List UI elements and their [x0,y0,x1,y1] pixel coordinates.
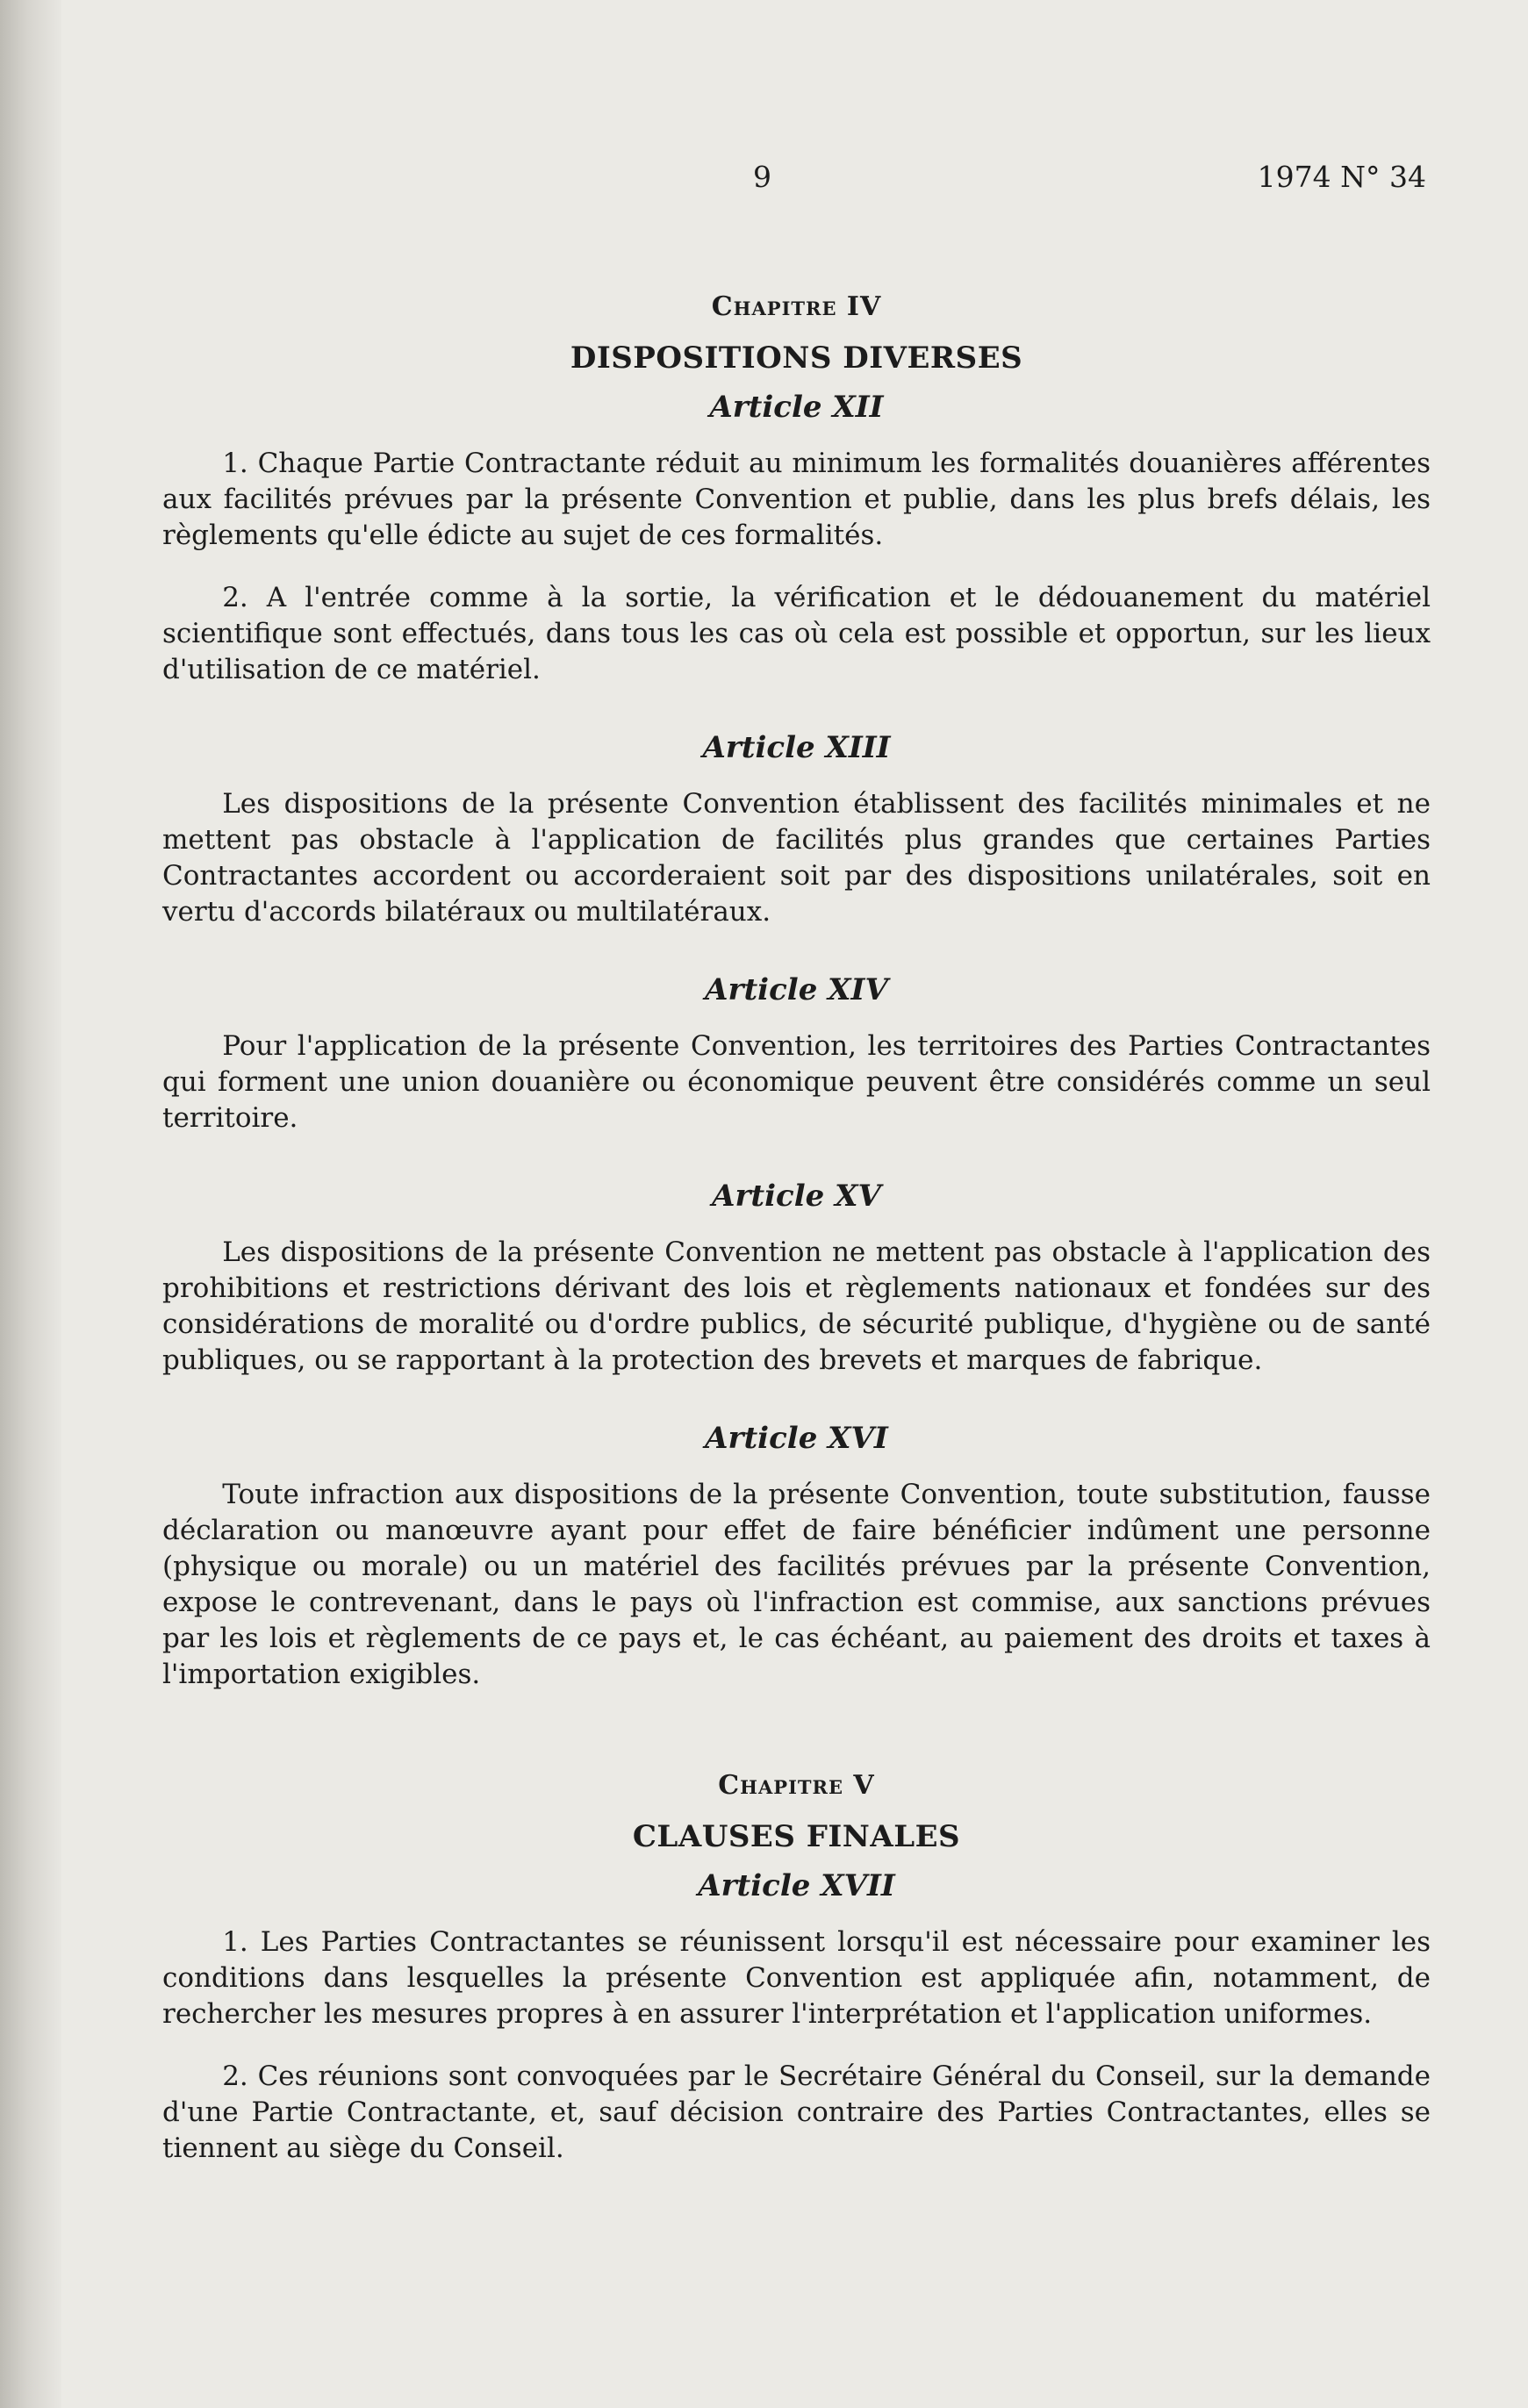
article-paragraph: 2. Ces réunions sont convoquées par le Secrétaire Général du Conseil, sur la demande d'une Partie Contractante, et, sauf décision contraire des Parties Contractantes, elles se tiennent au siège du Conseil. [162,2060,1431,2164]
article-xvii [162,1867,1431,2167]
book-binding-shadow [0,0,61,2408]
article-title: Article XV [712,1179,881,1214]
article-paragraph: Pour l'application de la présente Convention, les territoires des Parties Contractantes qui forment une union douanière ou économique peuvent être considérés comme un seul territoire. [162,1030,1431,1134]
article-title: Article XVI [705,1421,888,1456]
chapter-v [162,1768,1431,2167]
article-paragraph: 1. Chaque Partie Contractante réduit au minimum les formalités douanières afférentes aux facilités prévues par la présente Convention et publie, dans les plus brefs délais, les règlements qu'elle édicte au sujet de ces formalités. [162,448,1431,551]
chapter-label: Chapitre V [718,1770,875,1801]
article-paragraph: Les dispositions de la présente Convention ne mettent pas obstacle à l'application des prohibitions et restrictions dérivant des lois et règlements nationaux et fondées sur des considérations de moralité ou d'ordre publics, de sécurité publique, d'hygiène ou de santé publiques, ou se rapportant à la protection des brevets et marques de fabrique. [162,1236,1431,1376]
article-xiii [162,728,1431,930]
article-xii [162,388,1431,688]
article-xv [162,1177,1431,1379]
header-reference: 1974 N° 34 [1257,160,1426,194]
article-xiv [162,971,1431,1136]
chapter-label: Chapitre IV [711,291,882,322]
chapter-title: DISPOSITIONS DIVERSES [570,340,1023,376]
article-paragraph: 2. A l'entrée comme à la sortie, la vérification et le dédouanement du matériel scientifique sont effectués, dans tous les cas où cela est possible et opportun, sur les lieux d'utilisation de ce matériel. [162,582,1431,685]
article-title: Article XII [709,390,884,425]
article-xvi [162,1419,1431,1693]
article-paragraph: 1. Les Parties Contractantes se réunissent lorsqu'il est nécessaire pour examiner les conditions dans lesquelles la présente Convention est appliquée afin, notamment, de rechercher les mesures propres à en assurer l'interprétation et l'application uniformes. [162,1926,1431,2030]
article-paragraph: Toute infraction aux dispositions de la présente Convention, toute substitution, fausse déclaration ou manœuvre ayant pour effet de faire bénéficier indûment une personne (physique ou morale) ou un matériel des facilités prévues par la présente Convention, expose le contrevenant, dans le pays où l'infraction est commise, aux sanctions prévues par les lois et règlements de ce pays et, le cas échéant, au paiement des droits et taxes à l'importation exigibles. [162,1479,1431,1690]
page-number: 9 [753,160,771,194]
article-title: Article XIII [702,730,891,765]
article-title: Article XIV [705,972,888,1007]
article-title: Article XVII [698,1868,895,1903]
chapter-title: CLAUSES FINALES [632,1819,961,1854]
page-header [162,149,1431,202]
chapter-iv [162,290,1431,1693]
article-paragraph: Les dispositions de la présente Convention établissent des facilités minimales et ne mettent pas obstacle à l'application de facilités plus grandes que certaines Parties Contractantes accordent ou accorderaient soit par des dispositions unilatérales, soit en vertu d'accords bilatéraux ou multilatéraux. [162,788,1431,928]
document-page [162,149,1431,2167]
